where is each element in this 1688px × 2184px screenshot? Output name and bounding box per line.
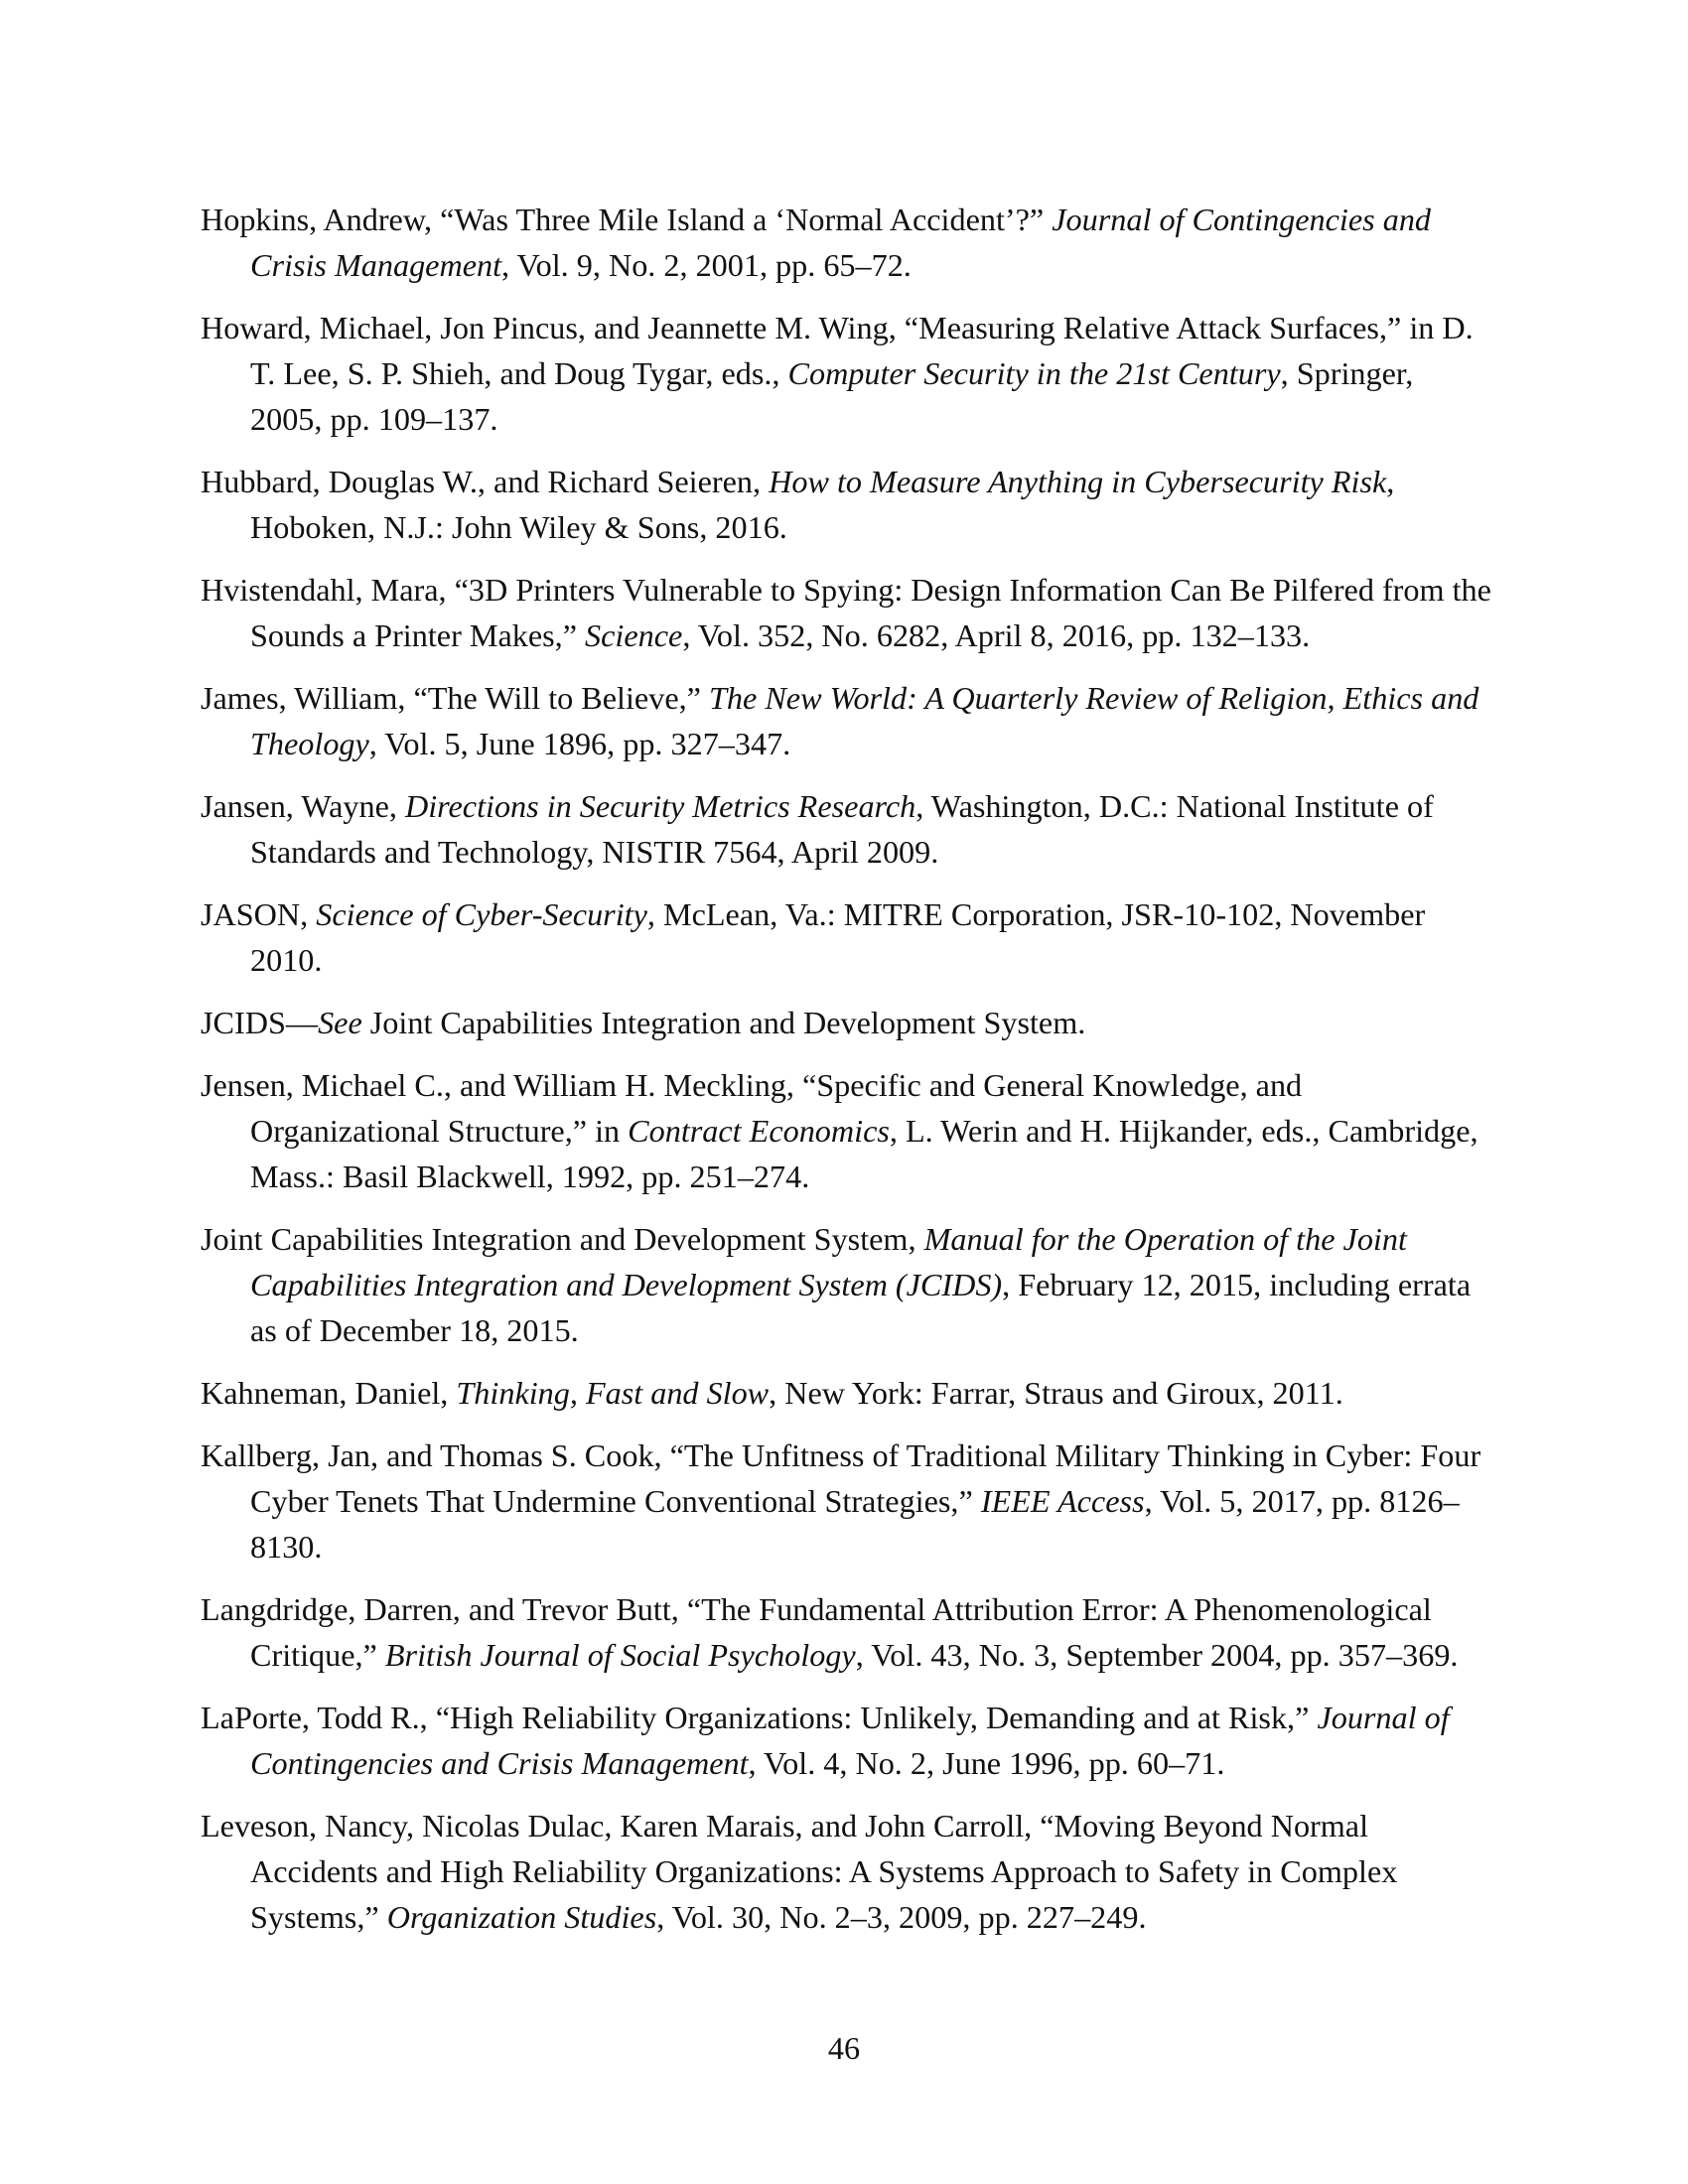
entry-details: , Vol. 4, No. 2, June 1996, pp. 60–71. (748, 1745, 1225, 1781)
entry-title: Journal of Contingencies and Crisis Management (250, 202, 1432, 283)
entry-title: Contract Economics (628, 1113, 890, 1149)
entry-title: Science of Cyber-Security (316, 896, 647, 932)
entry-text: Kallberg, Jan, and Thomas S. Cook, “The Unfitness of Traditional Military Thinking in Cyber: Four Cyber Tenets That Undermine Conventional Strategies,” (201, 1437, 1481, 1519)
entry-title: The New World: A Quarterly Review of Religion, Ethics and Theology (250, 680, 1479, 761)
bibliography-entry (201, 459, 1491, 550)
entry-text: Jensen, Michael C., and William H. Meckling, “Specific and General Knowledge, and Organizational Structure,” in (201, 1067, 1303, 1149)
bibliography-entry (201, 567, 1491, 658)
entry-details: , Vol. 43, No. 3, September 2004, pp. 357–369. (855, 1637, 1459, 1673)
bibliography-list (201, 197, 1491, 1957)
entry-details: Joint Capabilities Integration and Development System. (361, 1005, 1086, 1040)
entry-text: Hubbard, Douglas W., and Richard Seieren, (201, 464, 770, 499)
bibliography-entry (201, 891, 1491, 983)
entry-title: Manual for the Operation of the Joint Capabilities Integration and Development System (JCIDS) (250, 1221, 1407, 1302)
entry-text: Hopkins, Andrew, “Was Three Mile Island a ‘Normal Accident’?” (201, 202, 1053, 237)
entry-text: James, William, “The Will to Believe,” (201, 680, 709, 716)
entry-text: Langdridge, Darren, and Trevor Butt, “The Fundamental Attribution Error: A Phenomenological Critique,” (201, 1591, 1432, 1673)
entry-title: British Journal of Social Psychology (384, 1637, 856, 1673)
entry-details: , Vol. 5, June 1896, pp. 327–347. (368, 726, 791, 761)
entry-title: Thinking, Fast and Slow (456, 1375, 770, 1411)
entry-details: , Vol. 9, No. 2, 2001, pp. 65–72. (501, 247, 912, 283)
entry-details: , Vol. 352, No. 6282, April 8, 2016, pp. 132–133. (682, 617, 1311, 653)
entry-title: How to Measure Anything in Cybersecurity Risk (769, 464, 1387, 499)
entry-title: Organization Studies (386, 1899, 657, 1935)
entry-details: , Hoboken, N.J.: John Wiley & Sons, 2016. (250, 464, 1395, 545)
entry-text: Hvistendahl, Mara, “3D Printers Vulnerable to Spying: Design Information Can Be Pilfered from the Sounds a Printer Makes,” (201, 572, 1491, 653)
entry-title: IEEE Access (980, 1483, 1145, 1519)
page-number: 46 (827, 2030, 861, 2066)
entry-title: Journal of Contingencies and Crisis Management (250, 1700, 1450, 1781)
entry-text: JASON, (201, 896, 317, 932)
entry-text: Leveson, Nancy, Nicolas Dulac, Karen Marais, and John Carroll, “Moving Beyond Normal Accidents and High Reliability Organizations: A Systems Approach to Safety in Complex Systems,” (201, 1808, 1398, 1935)
bibliography-entry (201, 1695, 1491, 1786)
entry-details: , Vol. 30, No. 2–3, 2009, pp. 227–249. (656, 1899, 1147, 1935)
entry-details: , McLean, Va.: MITRE Corporation, JSR-10-102, November 2010. (250, 896, 1426, 978)
entry-details: , Springer, 2005, pp. 109–137. (250, 355, 1414, 437)
entry-title: Directions in Security Metrics Research (404, 788, 916, 824)
entry-details: , New York: Farrar, Straus and Giroux, 2011. (769, 1375, 1343, 1411)
bibliography-entry (201, 1216, 1491, 1353)
bibliography-entry (201, 1062, 1491, 1199)
entry-text: Joint Capabilities Integration and Development System, (201, 1221, 924, 1257)
entry-text: Kahneman, Daniel, (201, 1375, 457, 1411)
bibliography-entry (201, 1000, 1491, 1045)
bibliography-entry (201, 305, 1491, 442)
entry-text: LaPorte, Todd R., “High Reliability Organizations: Unlikely, Demanding and at Risk,” (201, 1700, 1318, 1735)
bibliography-entry (201, 1433, 1491, 1570)
bibliography-entry (201, 1586, 1491, 1678)
bibliography-entry (201, 197, 1491, 288)
bibliography-entry (201, 783, 1491, 875)
entry-text: Howard, Michael, Jon Pincus, and Jeannette M. Wing, “Measuring Relative Attack Surfaces,” in D. T. Lee, S. P. Shieh, and Doug Tygar, eds., (201, 310, 1474, 391)
entry-title: Computer Security in the 21st Century (787, 355, 1281, 391)
entry-text: JCIDS— (201, 1005, 319, 1040)
entry-details: , February 12, 2015, including errata as of December 18, 2015. (250, 1267, 1472, 1348)
entry-title: See (318, 1005, 362, 1040)
entry-details: , Vol. 5, 2017, pp. 8126–8130. (250, 1483, 1460, 1565)
bibliography-entry (201, 675, 1491, 766)
entry-title: Science (585, 617, 683, 653)
entry-details: , L. Werin and H. Hijkander, eds., Cambridge, Mass.: Basil Blackwell, 1992, pp. 251–274. (250, 1113, 1478, 1194)
bibliography-entry (201, 1370, 1491, 1416)
bibliography-entry (201, 1803, 1491, 1940)
entry-details: , Washington, D.C.: National Institute of Standards and Technology, NISTIR 7564, April 2009. (250, 788, 1434, 870)
entry-text: Jansen, Wayne, (201, 788, 405, 824)
